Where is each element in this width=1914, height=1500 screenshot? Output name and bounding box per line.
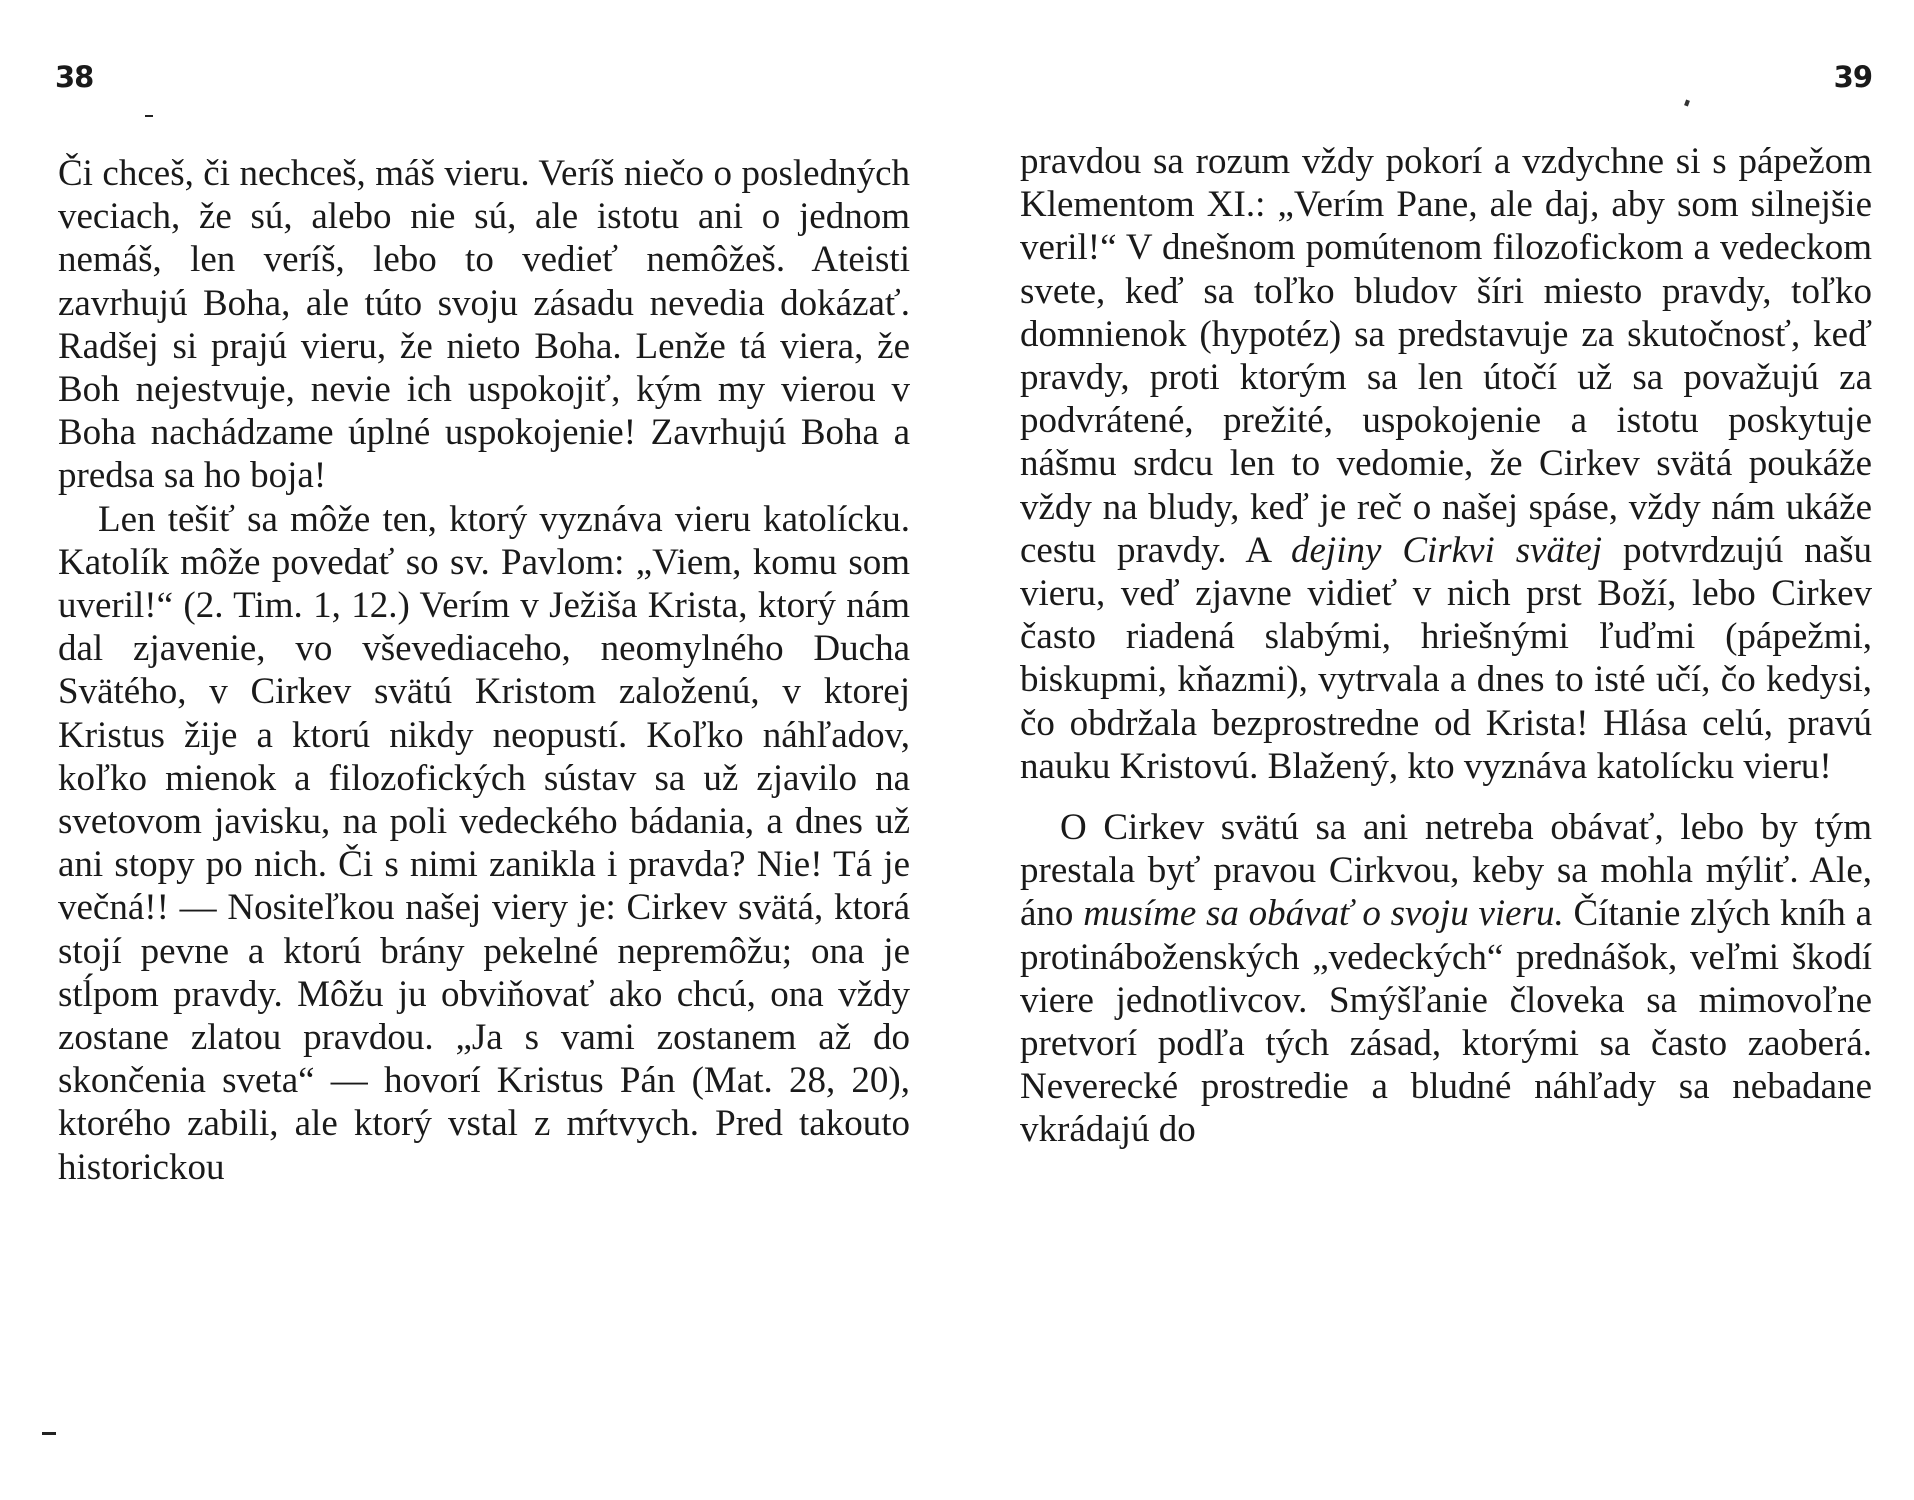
right-text-column xyxy=(1020,140,1872,1152)
left-text-column xyxy=(58,152,910,1189)
ink-mark xyxy=(42,1432,56,1435)
paragraph-text: O Cirkev svätú sa ani netreba obávať, lebo by tým prestala byť pravou Cirkvou, keby sa mohla mýliť. Ale, áno xyxy=(1020,807,1872,935)
right-page xyxy=(957,0,1914,1500)
paragraph-text: potvrdzujú našu vieru, veď zjavne vidieť v nich prst Boží, lebo Cirkev často riadená slabými, hriešnými ľuďmi (pápežmi, biskupmi, kňazmi), vytrvala a dnes to isté učí, čo kedysi, čo obdržala bezprostredne od Krista! Hlása celú, pravú nauku Kristovú. Blažený, kto vyznáva katolícku vieru! xyxy=(1020,529,1872,787)
paragraph: Len tešiť sa môže ten, ktorý vyznáva vieru katolícku. Katolík môže povedať so sv. Pavlom: „Viem, komu som uveril!“ (2. Tim. 1, 12.) Verím v Ježiša Krista, ktorý nám dal zjavenie, vo vševediaceho, neomylného Ducha Svätého, v Cirkev svätú Kristom založenú, v ktorej Kristus žije a ktorú nikdy neopustí. Koľko náhľadov, koľko mienok a filozofických sústav sa už zjavilo na svetovom javisku, na poli vedeckého bádania, a dnes už ani stopy po nich. Či s nimi zanikla i pravda? Nie! Tá je večná!! — Nositeľkou našej viery je: Cirkev svätá, ktorá stojí pevne a ktorú brány pekelné nepremôžu; ona je stĺpom pravdy. Môžu ju obviňovať ako chcú, ona vždy zostane zlatou pravdou. „Ja s vami zostanem až do skončenia sveta“ — hovorí Kristus Pán (Mat. 28, 20), ktorého zabili, ale ktorý vstal z mŕtvych. Pred takouto historickou xyxy=(58,498,910,1188)
paragraph xyxy=(1020,140,1872,788)
paragraph-text: pravdou sa rozum vždy pokorí a vzdychne si s pápežom Klementom XI.: „Verím Pane, ale daj, aby som silnejšie veril!“ V dnešnom pomútenom filozofickom a vedeckom svete, keď sa toľko bludov šíri miesto pravdy, toľko domnienok (hypotéz) sa predstavuje za skutočnosť, keď pravdy, proti ktorým sa len útočí už sa považujú za podvrátené, prežité, uspokojenie a istotu poskytuje nášmu srdcu len to vedomie, že Cirkev svätá poukáže vždy na bludy, keď je reč o našej spáse, vždy nám ukáže cestu pravdy. A xyxy=(1020,141,1872,571)
paragraph xyxy=(1020,806,1872,1152)
paragraph-text: Čítanie zlých kníh a protináboženských „vedeckých“ prednášok, veľmi škodí viere jednotlivcov. Smýšľanie človeka sa mimovoľne pretvorí podľa tých zásad, ktorými sa často zaoberá. Neverecké prostredie a bludné náhľady sa nebadane vkrádajú do xyxy=(1020,893,1872,1151)
left-page-number: 38 xyxy=(55,60,94,94)
emphasis-text: musíme sa obávať o svoju vieru. xyxy=(1083,893,1564,935)
paragraph: Či chceš, či nechceš, máš vieru. Veríš niečo o posledných veciach, že sú, alebo nie sú, ale istotu ani o jednom nemáš, len veríš, lebo to vedieť nemôžeš. Ateisti zavrhujú Boha, ale túto svoju zásadu nevedia dokázať. Radšej si prajú vieru, že nieto Boha. Lenže tá viera, že Boh nejestvuje, nevie ich uspokojiť, kým my vierou v Boha nachádzame úplné uspokojenie! Zavrhujú Boha a predsa sa ho boja! xyxy=(58,153,910,497)
emphasis-text: dejiny Cirkvi svätej xyxy=(1291,529,1603,571)
ink-mark xyxy=(1684,99,1690,106)
ink-mark xyxy=(145,115,153,117)
right-page-number: 39 xyxy=(1833,60,1872,94)
